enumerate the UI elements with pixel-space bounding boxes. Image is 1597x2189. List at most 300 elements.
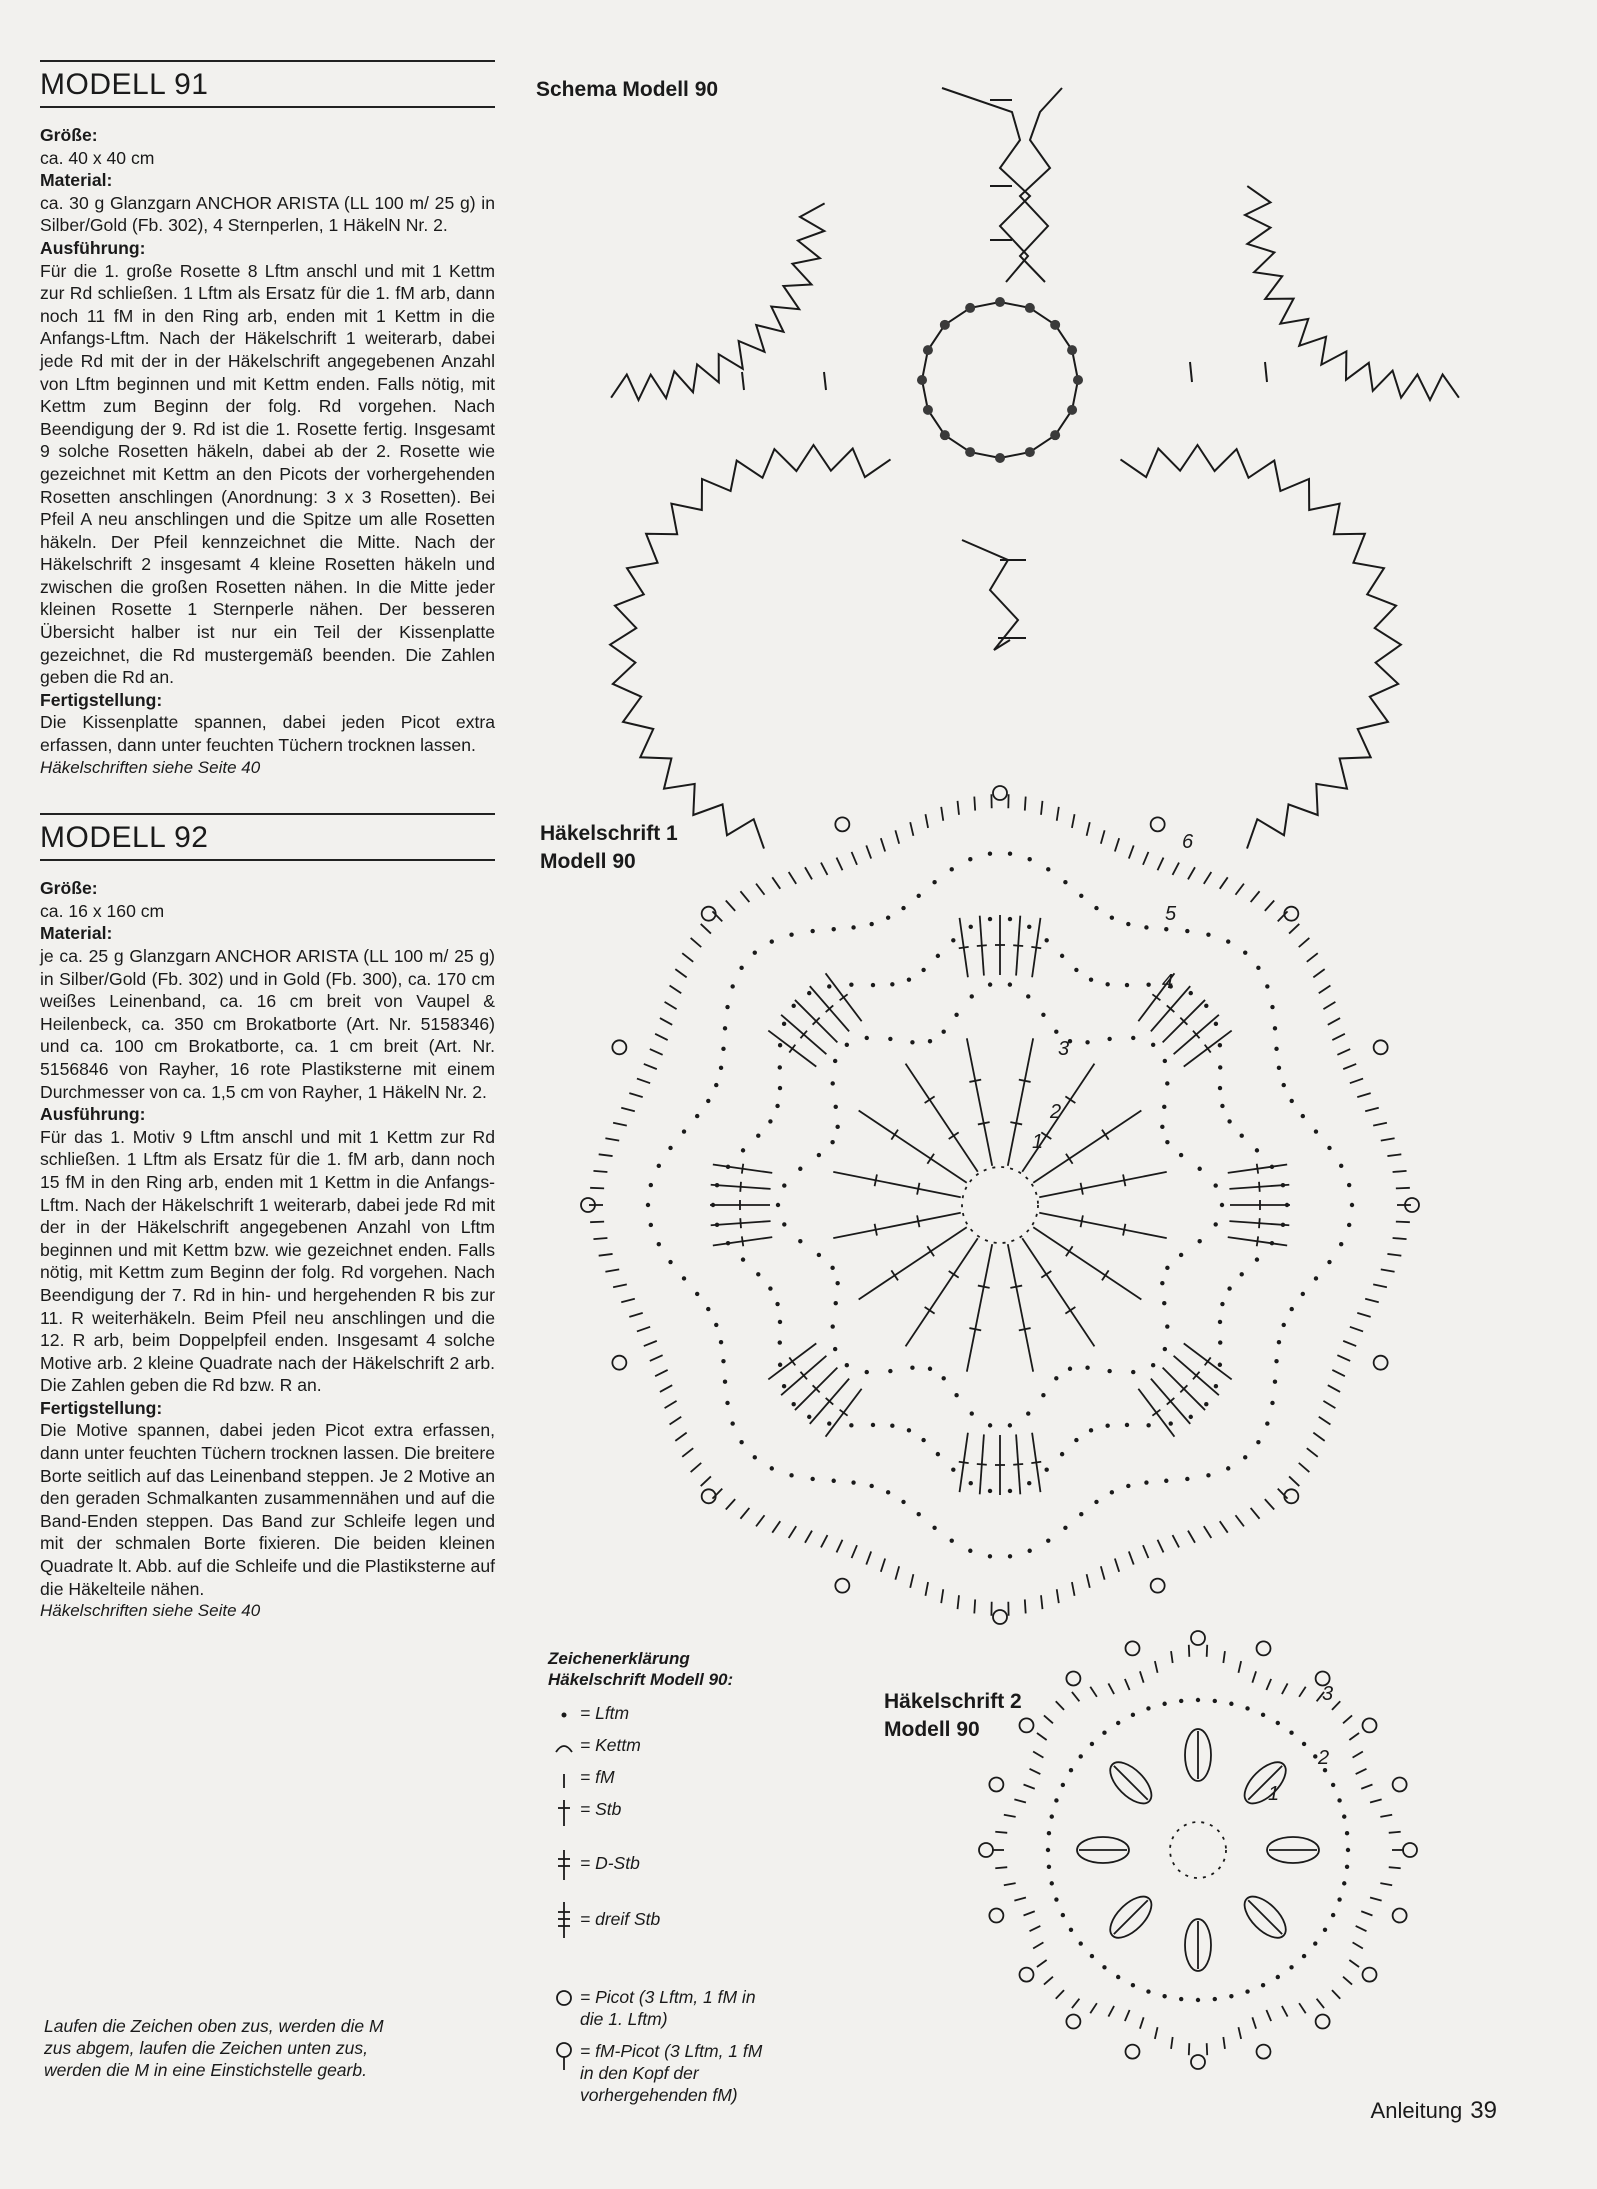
chart1-chain-dot xyxy=(890,1424,894,1428)
chart1-chain-dot xyxy=(657,1242,661,1246)
schema-picot-dot xyxy=(1067,405,1077,415)
chart1-outer-fm xyxy=(675,1433,686,1441)
chart1-outer-fm xyxy=(637,1327,650,1332)
chart1-spoke-bar xyxy=(1019,1328,1031,1330)
chart2-outer-fm xyxy=(1282,2006,1288,2017)
schema-picot-dot xyxy=(1025,447,1035,457)
chart2-chain-dot xyxy=(1054,1798,1058,1802)
chart1-chain-dot xyxy=(1189,991,1193,995)
chart1-chain-dot xyxy=(1110,1490,1114,1494)
chart2-outer-picot xyxy=(1257,1641,1271,1655)
chart1-outer-fm xyxy=(1396,1222,1410,1223)
model-92-reference: Häkelschriften siehe Seite 40 xyxy=(40,1601,261,1621)
chart1-outer-fm xyxy=(852,852,857,865)
chart1-spoke-bar xyxy=(1065,1096,1075,1103)
chart1-chain-dot xyxy=(1068,1367,1072,1371)
chart1-stb-bar xyxy=(1013,945,1023,946)
model-92-execution-label: Ausführung: xyxy=(40,1104,146,1125)
chart1-chain-dot xyxy=(941,1376,945,1380)
chart1-outer-fm xyxy=(644,1064,657,1069)
chart1-chain-dot xyxy=(1107,1037,1111,1041)
chart2-outer-fm xyxy=(995,1832,1007,1833)
chart2-outer-fm xyxy=(1356,1926,1367,1931)
chart2-chain-dot xyxy=(1079,1941,1083,1945)
chart1-spoke-bar xyxy=(1081,1183,1083,1195)
chart1-chain-dot xyxy=(721,1359,725,1363)
chart2-outer-fm xyxy=(1353,1751,1363,1757)
schema-picot-dot xyxy=(1067,345,1077,355)
chart1-chain-dot xyxy=(950,867,954,871)
chart1-chain-dot xyxy=(833,1059,837,1063)
chart1-chain-dot xyxy=(1044,1468,1048,1472)
chart1-chain-dot xyxy=(730,984,734,988)
chart1-chain-dot xyxy=(739,1440,743,1444)
legend-item-dreifstb: = dreif Stb xyxy=(580,1909,661,1929)
chart1-chain-dot xyxy=(970,994,974,998)
chart1-chain-dot xyxy=(1243,1455,1247,1459)
chart1-chain-dot xyxy=(1265,984,1269,988)
chart1-spoke xyxy=(967,1038,992,1166)
chart1-chain-dot xyxy=(714,1083,718,1087)
chart1-spoke-bar xyxy=(917,1215,919,1227)
chart1-outer-fm xyxy=(974,797,975,811)
chart1-outer-fm xyxy=(670,1417,682,1425)
chart1-outer-fm xyxy=(1220,1521,1228,1532)
chart2-petal-stem xyxy=(1114,1766,1148,1800)
chart1-chain-dot xyxy=(1008,917,1012,921)
chart1-outer-fm xyxy=(650,1049,663,1055)
chart1-outer-fm xyxy=(1158,858,1164,871)
chart2-outer-picot xyxy=(1403,1843,1417,1857)
chart1-chain-dot xyxy=(910,1366,914,1370)
schema-picot-dot xyxy=(995,453,1005,463)
chart1-chain-dot xyxy=(778,1043,782,1047)
chart1-stb-bar xyxy=(1259,1218,1260,1228)
model-91-title: MODELL 91 xyxy=(40,68,209,101)
chart1-chain-dot xyxy=(1301,1292,1305,1296)
kettm-symbol xyxy=(556,1746,572,1752)
chart1-chain-dot xyxy=(739,966,743,970)
chart1-spoke-bar xyxy=(891,1130,898,1140)
chart2-outer-fm xyxy=(1140,2017,1144,2028)
chart1-outer-fm xyxy=(1101,1566,1105,1579)
chart1-outer-fm xyxy=(1041,1595,1042,1609)
chart2-outer-fm xyxy=(1090,2003,1097,2013)
chart1-chain-dot xyxy=(1227,1119,1231,1123)
chart1-chain-dot xyxy=(1339,1164,1343,1168)
schema-join-ticks xyxy=(742,362,1267,390)
chart1-chain-dot xyxy=(869,922,873,926)
chart1-outer-fm xyxy=(1115,1558,1119,1571)
chart1-outer-fm xyxy=(1129,845,1134,858)
legend-title-line1: Zeichenerklärung xyxy=(548,1649,690,1668)
chart1-chain-dot xyxy=(1255,1148,1259,1152)
chart1-outer-fm xyxy=(805,1531,812,1543)
chart1-chain-dot xyxy=(1273,1026,1277,1030)
chart1-chain-dot xyxy=(1162,1301,1166,1305)
chart1-chain-dot xyxy=(753,1455,757,1459)
chart2-outer-fm xyxy=(1030,1926,1041,1931)
chart1-chain-dot xyxy=(1218,1086,1222,1090)
chart1-chain-dot xyxy=(835,1281,839,1285)
chart1-center-ring xyxy=(962,1167,1038,1243)
chart1-chain-dot xyxy=(1126,1484,1130,1488)
chart1-stb-bar xyxy=(740,1218,741,1228)
chart1-chain-dot xyxy=(1163,1347,1167,1351)
chart2-outer-fm xyxy=(1056,1990,1064,1999)
chart1-spoke-bar xyxy=(1041,1271,1051,1278)
chart1-outer-fm xyxy=(756,1515,764,1526)
legend-item-lftm: = Lftm xyxy=(580,1703,630,1723)
chart1-chain-dot xyxy=(830,1266,834,1270)
model-92-size-label: Größe: xyxy=(40,878,98,899)
chart1-outer-fm xyxy=(1350,1079,1363,1084)
chart1-chain-dot xyxy=(775,1104,779,1108)
chart1-chain-dot xyxy=(1164,927,1168,931)
model-91-size-text: ca. 40 x 40 cm xyxy=(40,147,155,168)
chart1-outer-fm xyxy=(866,845,871,858)
chart1-chain-dot xyxy=(988,1489,992,1493)
chart1-chain-dot xyxy=(988,852,992,856)
chart1-outer-picot xyxy=(1151,817,1165,831)
chart2-outer-fm xyxy=(1044,1977,1053,1985)
chart1-chain-dot xyxy=(1110,915,1114,919)
chart2-outer-fm xyxy=(1125,1679,1130,1690)
chart1-chain-dot xyxy=(921,1438,925,1442)
chart2-outer-fm xyxy=(1370,1897,1382,1900)
chart1-chain-dot xyxy=(807,991,811,995)
chart2-outer-fm xyxy=(1171,2037,1173,2049)
model-92-execution-text: Für das 1. Motiv 9 Lftm anschl und mit 1 Kettm zur Rd schließen. 1 Lftm als Ersatz für die 1. fM arb, dann noch 15 fM in den Ring arb, enden mit 1 Kettm in die Anfangs-Lftm. Nach der Häkelschrift 1 weiterarb, dabei jede Rd mit der in der Häkelschrift angegebenen Anzahl von Lftm beginnen und mit Kettm bzw. wie gezeichnet enden. Falls nötig, mit Kettm zum Beginn der folg. Rd vorgehen. Nach Beendigung der 7. Rd in hin- und hergehenden R bis zur 11. R weiterhäkeln. Beim Pfeil neu anschlingen und die 12. R arb, beim Doppelpfeil enden. Insgesamt 4 solche Motive arb. 2 kleine Quadrate nach der Häkelschrift 2 arb. Die Zahlen geben die Rd bzw. R an. xyxy=(40,1126,495,1396)
legend-item-dstb: = D-Stb xyxy=(580,1853,640,1873)
chart2-outer-fm xyxy=(1033,1751,1043,1757)
chart1-chain-dot xyxy=(775,1302,779,1306)
chart2-outer-fm xyxy=(1238,2027,1241,2039)
chart1-chain-dot xyxy=(1144,925,1148,929)
chart1-chain-dot xyxy=(832,927,836,931)
chart1-chain-dot xyxy=(827,1421,831,1425)
chart1-outer-fm xyxy=(1332,1034,1345,1040)
chart1-title-line1: Häkelschrift 1 xyxy=(540,822,678,845)
chart1-stb-bar xyxy=(959,947,969,948)
chart2-chain-dot xyxy=(1276,1975,1280,1979)
chart1-chain-dot xyxy=(782,1183,786,1187)
chart1-chain-dot xyxy=(1274,1047,1278,1051)
chart1-chain-dot xyxy=(1290,1307,1294,1311)
chart1-spoke-bar xyxy=(1081,1215,1083,1227)
chart1-chain-dot xyxy=(834,1105,838,1109)
chart1-chain-dot xyxy=(1164,1479,1168,1483)
chart1-outer-fm xyxy=(726,1499,735,1509)
chart1-chain-dot xyxy=(970,1411,974,1415)
chart1-outer-fm xyxy=(1323,1401,1335,1408)
chart2-chain-dot xyxy=(1046,1848,1050,1852)
chart1-chain-dot xyxy=(871,983,875,987)
chart1-stb-bar xyxy=(1257,1164,1258,1174)
chart2-chain-dot xyxy=(1162,1994,1166,1998)
chart2-outer-fm xyxy=(1252,1671,1256,1682)
chart1-chain-dot xyxy=(1204,1004,1208,1008)
chart1-outer-fm xyxy=(1173,863,1179,875)
page-number: 39 xyxy=(1470,2097,1497,2124)
chart1-stb-bar xyxy=(1013,1464,1023,1465)
chart2-outer-fm xyxy=(1370,1799,1382,1802)
chart1-outer-fm xyxy=(1072,1582,1075,1596)
chart2-chain-dot xyxy=(1196,1998,1200,2002)
chart1-outer-fm xyxy=(1251,891,1260,902)
chart2-outer-fm xyxy=(1014,1897,1026,1900)
chart2-outer-fm xyxy=(1037,1960,1047,1967)
chart2-chain-dot xyxy=(1261,1713,1265,1717)
chart1-chain-dot xyxy=(776,1203,780,1207)
chart1-outer-fm xyxy=(837,1540,843,1553)
chart1-chain-dot xyxy=(1179,1253,1183,1257)
chart2-outer-fm xyxy=(1155,2027,1158,2039)
chart1-outer-fm xyxy=(1393,1171,1407,1172)
chart1-chain-dot xyxy=(1169,1421,1173,1425)
chart1-chain-dot xyxy=(1256,1440,1260,1444)
chart1-chain-dot xyxy=(1179,1153,1183,1157)
chart1-outer-fm xyxy=(910,1574,913,1588)
chart1-chain-dot xyxy=(951,1468,955,1472)
chart1-chain-dot xyxy=(988,982,992,986)
chart1-spoke-bar xyxy=(1066,1246,1073,1256)
chart1-chain-dot xyxy=(1255,1257,1259,1261)
chart1-chain-dot xyxy=(1206,1473,1210,1477)
chart1-chain-dot xyxy=(1347,1183,1351,1187)
chart1-outer-fm xyxy=(629,1093,642,1097)
chart1-outer-fm xyxy=(1381,1138,1395,1140)
chart1-outer-fm xyxy=(675,969,686,977)
chart2-outer-picot xyxy=(1191,2055,1205,2069)
model-91-reference: Häkelschriften siehe Seite 40 xyxy=(40,757,261,777)
chart1-outer-fm xyxy=(1025,797,1026,811)
chart1-outer-fm xyxy=(655,1370,668,1376)
chart1-stb-bar xyxy=(959,1462,969,1463)
chart1-outer-fm xyxy=(1357,1093,1370,1097)
chart2-outer-fm xyxy=(1343,1715,1352,1723)
chart1-outer-fm xyxy=(895,830,899,843)
chart2-outer-fm xyxy=(1044,1715,1053,1723)
chart1-outer-fm xyxy=(691,938,702,947)
chart1-outer-picot xyxy=(993,786,1007,800)
chart2-chain-dot xyxy=(1102,1731,1106,1735)
chart1-chain-dot xyxy=(741,1148,745,1152)
chart2-chain-dot xyxy=(1213,1699,1217,1703)
chart1-outer-fm xyxy=(1158,1540,1164,1553)
chart2-outer-fm xyxy=(1024,1911,1035,1915)
legend-item-picot: = Picot (3 Lftm, 1 fM in die 1. Lftm) xyxy=(580,1987,756,2029)
chart2-petal-stem xyxy=(1114,1900,1148,1934)
chart1-chain-dot xyxy=(1027,925,1031,929)
chart1-outer-fm xyxy=(1278,911,1288,921)
chart1-outer-fm xyxy=(1357,1313,1370,1317)
chart1-chain-dot xyxy=(649,1183,653,1187)
chart2-chain-dot xyxy=(1331,1783,1335,1787)
chart1-chain-dot xyxy=(682,1129,686,1133)
chart1-chain-dot xyxy=(901,1500,905,1504)
schema-picot-dot xyxy=(1050,320,1060,330)
model-91-execution-text: Für die 1. große Rosette 8 Lftm anschl und mit 1 Kettm zur Rd schließen. 1 Lftm als Ersatz für die 1. fM arb, dann noch 11 fM in den Ring arb, enden mit 1 Kettm in die Anfangs-Lftm. Nach der Häkelschrift 1 weiterarb, dabei jede Rd mit der in der Häkelschrift angegebenen Anzahl von Lftm beginnen und mit Kettm enden. Falls nötig, mit Kettm zum Beginn der folg. Rd vorgehen. Nach Beendigung der 9. Rd ist die 1. Rosette fertig. Insgesamt 9 solche Rosetten häkeln, dabei ab der 2. Rosette wie gezeichnet mit Kettm an den Picots der vorhergehenden Rosetten anschlingen (Anordnung: 3 x 3 Rosetten). Bei Pfeil A neu anschlingen und die Spitze um alle Rosetten häkeln. Der Pfeil kennzeichnet die Mitte. Nach der Häkelschrift 2 insgesamt 4 kleine Rosetten häkeln und zwischen die großen Rosetten nähen. In die Mitte jeder kleinen Rosette 1 Sternperle nähen. Der besseren Übersicht halber ist nur ein Teil der Kissenplatte gezeichnet, die Rd mustergemäß beenden. Die Zahlen geben die Rd an. xyxy=(40,260,495,688)
chart1-spoke xyxy=(906,1064,978,1172)
chart1-spoke-bar xyxy=(1066,1154,1073,1164)
chart1-outer-fm xyxy=(1343,1064,1356,1069)
chart1-outer-fm xyxy=(1188,1531,1195,1543)
chart2-outer-fm xyxy=(1108,1683,1114,1694)
chart1-outer-fm xyxy=(881,838,885,851)
chart1-chain-dot xyxy=(1026,1411,1030,1415)
chart1-chain-dot xyxy=(1282,1083,1286,1087)
chart1-chain-dot xyxy=(871,1423,875,1427)
chart1-outer-fm xyxy=(1365,1299,1379,1302)
chart2-outer-fm xyxy=(1037,1733,1047,1740)
chart1-stb-bar xyxy=(1205,1357,1211,1365)
chart1-chain-dot xyxy=(1146,1423,1150,1427)
chart1-chain-dot xyxy=(695,1114,699,1118)
chart2-chain-dot xyxy=(1345,1865,1349,1869)
chart1-chain-dot xyxy=(968,1549,972,1553)
chart2-outer-fm xyxy=(1349,1960,1359,1967)
chart1-outer-fm xyxy=(599,1154,613,1156)
model-92-material-text: je ca. 25 g Glanzgarn ANCHOR ARISTA (LL 100 m/ 25 g) in Silber/Gold (Fb. 302) und in Gold (Fb. 300), ca. 170 cm weißes Leinenband, ca. 16 cm breit von Vaupel & Heilenbeck, ca. 350 cm Brokatborte (Art. Nr. 5158346) und ca. 100 cm Brokatborte, ca. 1 cm breit (Art. Nr. 5156846 von Rayher, 16 rote Plastiksterne mit einem Durchmesser von ca. 1,5 cm von Rayher, 1 HäkelN Nr. 2. xyxy=(40,946,495,1102)
chart1-outer-fm xyxy=(691,1463,702,1472)
chart1-outer-fm xyxy=(1365,1108,1379,1111)
chart1-spoke-bar xyxy=(969,1080,981,1082)
chart1-outer-fm xyxy=(1381,1269,1395,1271)
chart2-chain-dot xyxy=(1054,1897,1058,1901)
chart1-chain-dot xyxy=(1074,968,1078,972)
chart2-round-label: 2 xyxy=(1318,1747,1330,1769)
chart1-outer-fm xyxy=(1343,1341,1356,1346)
chart2-outer-picot xyxy=(1393,1777,1407,1791)
chart1-chain-dot xyxy=(1165,1324,1169,1328)
chart1-outer-fm xyxy=(925,814,928,828)
chart1-chain-dot xyxy=(830,1324,834,1328)
chart1-chain-dot xyxy=(1046,867,1050,871)
chart2-outer-fm xyxy=(1380,1883,1392,1885)
chart1-spoke-bar xyxy=(925,1096,935,1103)
chart1-round-label: 5 xyxy=(1165,903,1177,925)
chart1-outer-fm xyxy=(1057,807,1059,821)
chart1-chain-dot xyxy=(1085,1040,1089,1044)
chart1-chain-dot xyxy=(1206,932,1210,936)
chart1-outer-fm xyxy=(613,1123,627,1126)
schema-picot-dot xyxy=(965,303,975,313)
chart1-outer-fm xyxy=(910,822,913,836)
chart1-chain-dot xyxy=(817,1253,821,1257)
chart1-outer-fm xyxy=(1025,1599,1026,1613)
chart1-outer-fm xyxy=(726,900,735,910)
chart1-chain-dot xyxy=(1282,1323,1286,1327)
chart1-chain-dot xyxy=(917,894,921,898)
chart1-round-label: 4 xyxy=(1162,971,1174,993)
chart1-chain-dot xyxy=(833,1347,837,1351)
chart1-outer-fm xyxy=(1204,1526,1212,1538)
chart1-chain-dot xyxy=(1301,1114,1305,1118)
chart2-chain-dot xyxy=(1245,1706,1249,1710)
chart2-chain-dot xyxy=(1050,1814,1054,1818)
chart1-chain-dot xyxy=(723,1380,727,1384)
chart1-chain-dot xyxy=(851,1480,855,1484)
chart1-stb-bar xyxy=(1152,1410,1160,1416)
chart1-chain-dot xyxy=(810,1477,814,1481)
chart1-spoke-bar xyxy=(1123,1174,1125,1186)
chart1-chain-dot xyxy=(917,1512,921,1516)
chart1-outer-fm xyxy=(1115,838,1119,851)
chart1-chain-dot xyxy=(719,1340,723,1344)
legend-item-stb: = Stb xyxy=(580,1799,622,1819)
chart2-outer-picot xyxy=(1066,1671,1080,1685)
chart1-outer-fm xyxy=(1373,1123,1387,1126)
chart1-outer-fm xyxy=(958,1595,959,1609)
chart1-outer-fm xyxy=(1289,924,1299,934)
chart1-chain-dot xyxy=(928,1039,932,1043)
chart1-chain-dot xyxy=(851,925,855,929)
chart2-outer-fm xyxy=(1140,1671,1144,1682)
chart1-chain-dot xyxy=(988,1554,992,1558)
chart1-chain-dot xyxy=(1350,1203,1354,1207)
chart1-outer-fm xyxy=(1313,969,1324,977)
chart2-outer-fm xyxy=(1090,1687,1097,1697)
chart1-chain-dot xyxy=(810,929,814,933)
chart1-chain-dot xyxy=(1213,1183,1217,1187)
chart1-round-label: 1 xyxy=(1032,1131,1044,1153)
chart1-chain-dot xyxy=(1273,1380,1277,1384)
fm-picot-symbol-loop xyxy=(557,2043,571,2057)
schema-bottom-strip xyxy=(962,540,1018,650)
chart1-outer-picot xyxy=(993,1610,1007,1624)
chart1-outer-picot xyxy=(612,1040,626,1054)
chart1-chain-dot xyxy=(886,915,890,919)
chart1-chain-dot xyxy=(1347,1223,1351,1227)
chart2-chain-dot xyxy=(1196,1698,1200,1702)
chart2-outer-fm xyxy=(1266,2010,1271,2021)
chart1-chain-dot xyxy=(1189,1415,1193,1419)
chart1-chain-dot xyxy=(782,1022,786,1026)
chart1-chain-dot xyxy=(827,984,831,988)
chart2-chain-dot xyxy=(1146,1706,1150,1710)
chart1-chain-dot xyxy=(1105,982,1109,986)
chart1-chain-dot xyxy=(1327,1260,1331,1264)
chart1-outer-fm xyxy=(712,911,722,921)
chart1-outer-fm xyxy=(1393,1238,1407,1239)
chart1-chain-dot xyxy=(1144,1480,1148,1484)
chart1-outer-fm xyxy=(1235,884,1243,895)
chart1-chain-dot xyxy=(789,1473,793,1477)
chart2-outer-picot xyxy=(1019,1718,1033,1732)
chart2-chain-dot xyxy=(1331,1913,1335,1917)
chart1-chain-dot xyxy=(789,932,793,936)
chart1-outer-fm xyxy=(1299,938,1310,947)
chart1-outer-fm xyxy=(1143,1545,1148,1558)
chart1-outer-fm xyxy=(605,1269,619,1271)
chart1-outer-fm xyxy=(1337,1049,1350,1055)
model-92-title: MODELL 92 xyxy=(40,821,209,855)
chart1-outer-fm xyxy=(1373,1284,1387,1287)
chart1-outer-fm xyxy=(1332,1370,1345,1376)
model-91-execution-label: Ausführung: xyxy=(40,237,146,258)
chart2-outer-fm xyxy=(1223,1651,1225,1663)
chart2-chain-dot xyxy=(1245,1989,1249,1993)
chart1-chain-dot xyxy=(649,1223,653,1227)
chart1-chain-dot xyxy=(1220,1203,1224,1207)
chart1-chain-dot xyxy=(954,1393,958,1397)
chart2-round-label: 3 xyxy=(1322,1683,1334,1705)
chart1-chain-dot xyxy=(835,1125,839,1129)
chart1-stb-bar xyxy=(742,1164,743,1174)
chart1-chain-dot xyxy=(778,1086,782,1090)
chart1-chain-dot xyxy=(834,1301,838,1305)
